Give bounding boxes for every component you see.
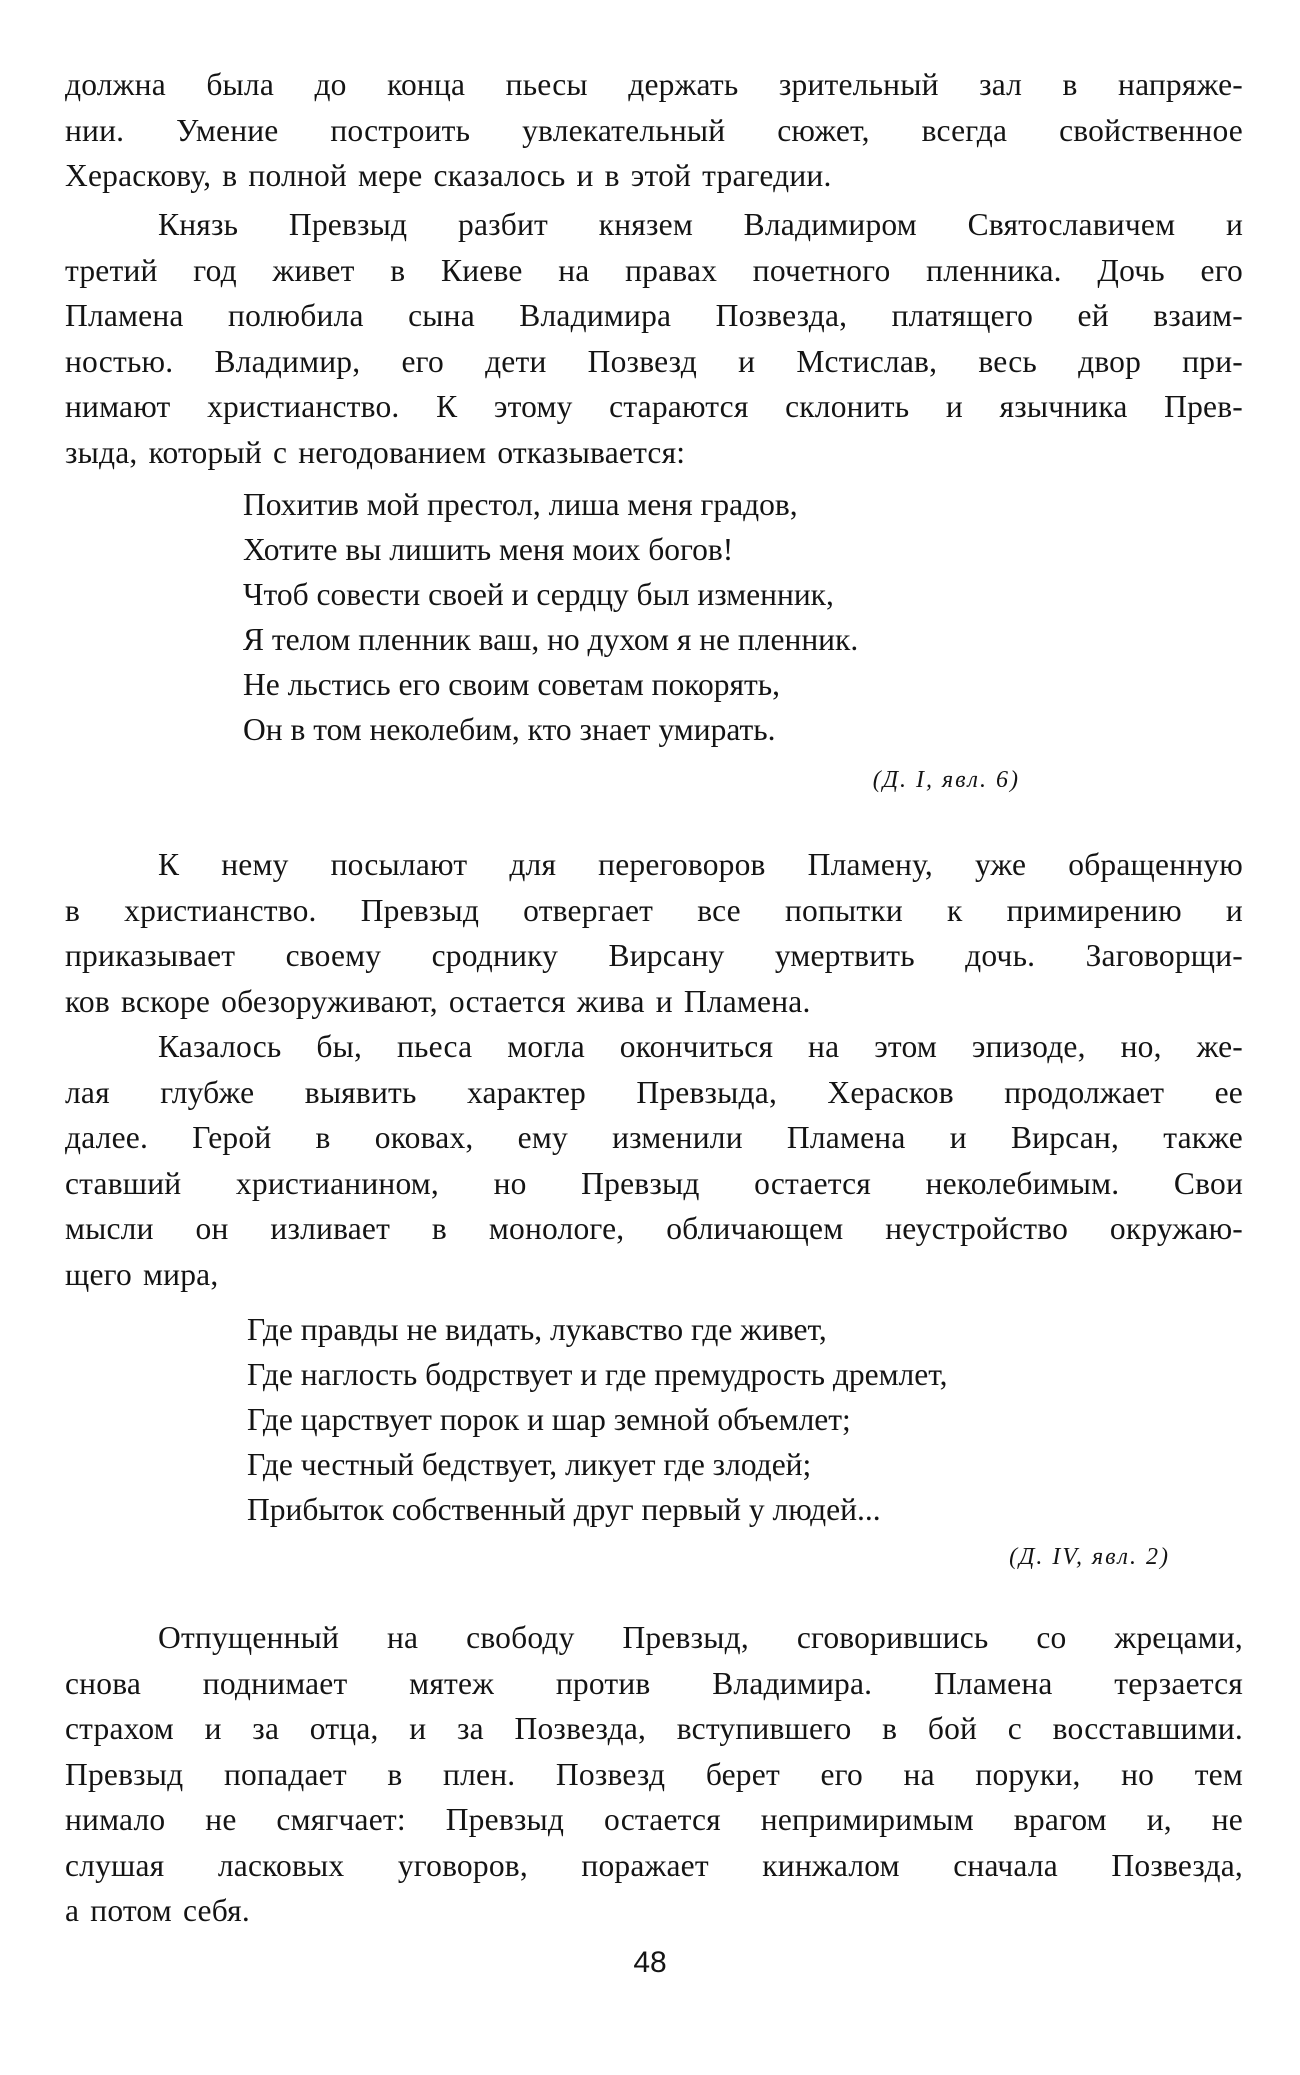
text-line: в христианство. Превзыд отвергает все попытки к примирению и bbox=[65, 892, 1243, 928]
verse-line: Где правды не видать, лукавство где живет, bbox=[247, 1312, 827, 1347]
text-line: должна была до конца пьесы держать зрительный зал в напряже- bbox=[65, 67, 1243, 102]
text-line: Казалось бы, пьеса могла окончиться на этом эпизоде, но, же- bbox=[158, 1029, 1243, 1064]
text-line: Отпущенный на свободу Превзыд, сговорившись со жрецами, bbox=[158, 1620, 1243, 1655]
page-number: 48 bbox=[633, 1946, 667, 1979]
text-line: Хераскову, в полной мере сказалось и в этой трагедии. bbox=[65, 158, 832, 193]
verse-line: Я телом пленник ваш, но духом я не пленник. bbox=[243, 622, 859, 657]
text-line: слушая ласковых уговоров, поражает кинжалом сначала Позвезда, bbox=[65, 1847, 1243, 1883]
verse-line: Хотите вы лишить меня моих богов! bbox=[243, 532, 734, 567]
text-line: зыда, который с негодованием отказывается: bbox=[65, 434, 686, 470]
text-line: Превзыд попадает в плен. Позвезд берет его на поруки, но тем bbox=[65, 1756, 1243, 1792]
text-line: снова поднимает мятеж против Владимира. Пламена терзается bbox=[65, 1665, 1243, 1701]
text-line: далее. Герой в оковах, ему изменили Пламена и Вирсан, также bbox=[65, 1120, 1243, 1155]
paragraph-5 bbox=[65, 1615, 1243, 1934]
paragraph-2 bbox=[65, 202, 1243, 475]
verse-line: Не льстись его своим советам покорять, bbox=[243, 667, 780, 702]
text-line: ков вскоре обезоруживают, остается жива и Пламена. bbox=[65, 983, 811, 1019]
verse-line: Где честный бедствует, ликует где злодей; bbox=[247, 1447, 812, 1482]
text-line: ставший христианином, но Превзыд остается неколебимым. Свои bbox=[65, 1165, 1243, 1201]
text-line: приказывает своему сроднику Вирсану умертвить дочь. Заговорщи- bbox=[65, 938, 1243, 973]
text-line: нии. Умение построить увлекательный сюжет, всегда свойственное bbox=[65, 112, 1243, 148]
paragraph-1 bbox=[65, 62, 1243, 199]
verse-line: Прибыток собственный друг первый у людей... bbox=[247, 1492, 881, 1527]
verse-line: Где наглость бодрствует и где премудрость дремлет, bbox=[247, 1357, 948, 1392]
text-line: щего мира, bbox=[65, 1256, 219, 1292]
paragraph-4 bbox=[65, 1024, 1243, 1297]
verse-line: Он в том неколебим, кто знает умирать. bbox=[243, 712, 776, 747]
text-line: нимало не смягчает: Превзыд остается непримиримым врагом и, не bbox=[65, 1802, 1243, 1837]
verse-quote-2 bbox=[69, 1307, 1247, 1532]
paragraph-3 bbox=[65, 842, 1243, 1024]
text-line: Князь Превзыд разбит князем Владимиром Святославичем и bbox=[158, 207, 1243, 242]
citation-1: (Д. I, явл. 6) bbox=[872, 767, 1020, 793]
verse-quote-1 bbox=[65, 482, 1243, 752]
citation-2: (Д. IV, явл. 2) bbox=[1009, 1544, 1170, 1570]
text-line: страхом и за отца, и за Позвезда, вступившего в бой с восставшими. bbox=[65, 1711, 1243, 1746]
text-line: Пламена полюбила сына Владимира Позвезда, платящего ей взаим- bbox=[65, 298, 1243, 333]
text-line: нимают христианство. К этому стараются склонить и язычника Прев- bbox=[65, 389, 1243, 424]
text-line: а потом себя. bbox=[65, 1893, 250, 1928]
text-line: ностью. Владимир, его дети Позвезд и Мстислав, весь двор при- bbox=[65, 343, 1243, 379]
text-line: К нему посылают для переговоров Пламену, уже обращенную bbox=[158, 847, 1243, 882]
text-line: мысли он изливает в монологе, обличающем неустройство окружаю- bbox=[65, 1211, 1243, 1246]
verse-line: Похитив мой престол, лиша меня градов, bbox=[243, 487, 798, 522]
text-line: третий год живет в Киеве на правах почетного пленника. Дочь его bbox=[65, 252, 1243, 288]
text-line: лая глубже выявить характер Превзыда, Херасков продолжает ее bbox=[65, 1074, 1243, 1110]
verse-line: Где царствует порок и шар земной объемлет; bbox=[247, 1402, 851, 1437]
verse-line: Чтоб совести своей и сердцу был изменник, bbox=[243, 577, 834, 612]
